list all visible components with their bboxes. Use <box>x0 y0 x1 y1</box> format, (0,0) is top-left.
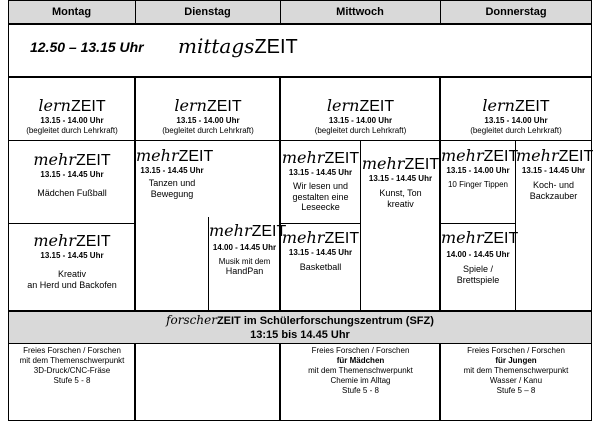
mehrzeit-prefix: mehr <box>281 148 325 167</box>
forschen-wednesday <box>281 346 440 396</box>
activity-time: 13.15 - 14.45 Uhr <box>140 166 204 176</box>
activity-title-2: kreativ <box>387 198 414 209</box>
activity-mo-kreativ <box>9 231 135 290</box>
forschen-line: mit dem Themenschwerpunkt <box>463 366 569 375</box>
activity-title: Musik mit dem <box>218 256 271 266</box>
forschen-line: 3D-Druck/CNC-Fräse <box>33 366 111 375</box>
mehrzeit-word: ZEIT <box>404 156 440 173</box>
mehrzeit-word: ZEIT <box>251 223 287 240</box>
activity-time: 13.15 - 14.45 Uhr <box>40 170 104 180</box>
mehrzeit-prefix: mehr <box>209 221 252 240</box>
activity-title-2: an Herd und Backofen <box>27 279 117 290</box>
lernzeit-note: (begleitet durch Lehrkraft) <box>314 125 407 135</box>
day-header-wednesday: Mittwoch <box>280 0 440 24</box>
activity-mo-fussball <box>9 150 135 199</box>
activity-mi-lesen <box>281 148 360 213</box>
lernzeit-word: ZEIT <box>514 98 550 115</box>
grid-line <box>280 223 360 224</box>
grid-line <box>280 0 281 24</box>
day-header-monday: Montag <box>8 0 135 24</box>
mehrzeit-word: ZEIT <box>483 230 519 247</box>
activity-di-tanzen <box>136 146 214 199</box>
mehrzeit-word: ZEIT <box>178 148 214 165</box>
grid-line <box>8 223 135 224</box>
mehrzeit-word: ZEIT <box>324 150 360 167</box>
grid-line <box>8 0 592 1</box>
activity-title-2: Bewegung <box>150 188 194 199</box>
lernzeit-prefix: lern <box>174 96 207 115</box>
mittagszeit-title <box>178 34 318 59</box>
lernzeit-note: (begleitet durch Lehrkraft) <box>26 125 118 135</box>
activity-title-2: HandPan <box>225 266 264 277</box>
forschen-thursday <box>441 346 591 396</box>
activity-title-2: Backzauber <box>529 190 578 201</box>
activity-title: Kunst, Ton <box>379 187 422 198</box>
mehrzeit-prefix: mehr <box>361 154 405 173</box>
mehrzeit-prefix: mehr <box>516 146 559 165</box>
activity-title-2: Brettspiele <box>456 274 500 285</box>
lernzeit-time: 13.15 - 14.00 Uhr <box>40 116 104 126</box>
activity-time: 14.00 - 14.45 Uhr <box>446 250 510 260</box>
activity-time: 14.00 - 14.45 Uhr <box>212 243 277 253</box>
lernzeit-note: (begleitet durch Lehrkraft) <box>470 125 562 135</box>
forschen-line: Wasser / Kanu <box>489 376 543 385</box>
forschen-line: Freies Forschen / Forschen <box>23 346 121 355</box>
grid-line <box>440 140 592 141</box>
lernzeit-prefix: lern <box>326 96 360 115</box>
activity-title: 10 Finger Tippen <box>447 179 509 189</box>
lernzeit-note: (begleitet durch Lehrkraft) <box>162 125 254 135</box>
lernzeit-word: ZEIT <box>70 98 106 115</box>
mehrzeit-word: ZEIT <box>324 230 360 247</box>
activity-mi-basketball <box>281 228 360 273</box>
sfz-title-text: ZEIT im Schülerforschungszentrum (SFZ) <box>216 315 434 327</box>
grid-line <box>8 420 592 421</box>
lernzeit-word: ZEIT <box>359 98 395 115</box>
mehrzeit-prefix: mehr <box>33 150 76 169</box>
grid-line <box>8 23 592 25</box>
grid-line <box>8 140 135 141</box>
forschen-line: Freies Forschen / Forschen <box>467 346 565 355</box>
activity-time: 13.15 - 14.45 Uhr <box>40 251 104 261</box>
mehrzeit-word: ZEIT <box>75 152 111 169</box>
forschen-line: mit dem Themenschwerpunkt <box>308 366 413 375</box>
activity-time: 13.15 - 14.45 Uhr <box>288 168 353 178</box>
mehrzeit-word: ZEIT <box>75 233 111 250</box>
lernzeit-prefix: lern <box>38 96 71 115</box>
grid-line <box>440 0 441 24</box>
activity-do-spiele <box>441 228 519 285</box>
mehrzeit-prefix: mehr <box>33 231 76 250</box>
grid-line <box>135 0 136 24</box>
mehrzeit-prefix: mehr <box>281 228 325 247</box>
grid-line <box>591 0 592 421</box>
activity-title: Kreativ <box>57 268 86 279</box>
mittagszeit-prefix: mittags <box>178 34 255 58</box>
forschen-monday <box>9 346 135 386</box>
day-header-thursday: Donnerstag <box>440 0 592 24</box>
mehrzeit-word: ZEIT <box>558 148 594 165</box>
activity-title: Koch- und <box>532 179 575 190</box>
forschen-line: Stufe 5 – 8 <box>496 386 536 395</box>
activity-time: 13.15 - 14.45 Uhr <box>368 174 433 184</box>
mittag-time: 12.50 – 13.15 Uhr <box>30 39 144 55</box>
activity-do-koch <box>516 146 594 201</box>
forschen-target: für Mädchen <box>336 356 385 365</box>
lernzeit-word: ZEIT <box>206 98 242 115</box>
grid-line <box>8 76 592 78</box>
grid-line <box>8 343 592 344</box>
forschen-target: für Jungen <box>495 356 537 365</box>
grid-line <box>8 310 592 312</box>
lernzeit-tuesday <box>136 96 280 135</box>
activity-do-tippen <box>441 146 519 189</box>
lernzeit-time: 13.15 - 14.00 Uhr <box>176 116 240 126</box>
activity-time: 13.15 - 14.45 Uhr <box>288 248 353 258</box>
forschen-line: Chemie im Alltag <box>330 376 391 385</box>
day-header-tuesday: Dienstag <box>135 0 280 24</box>
activity-title: Tanzen und <box>148 177 196 188</box>
lernzeit-time: 13.15 - 14.00 Uhr <box>328 116 393 126</box>
activity-di-handpan <box>209 221 287 277</box>
activity-title: Mädchen Fußball <box>37 187 107 198</box>
lernzeit-prefix: lern <box>482 96 515 115</box>
mehrzeit-prefix: mehr <box>441 228 484 247</box>
lernzeit-monday <box>9 96 135 135</box>
forschen-line: Stufe 5 - 8 <box>53 376 91 385</box>
activity-title: Spiele / <box>462 263 494 274</box>
grid-line <box>135 140 280 141</box>
activity-title-3: Leseecke <box>301 202 340 213</box>
forschen-line: mit dem Themenschwerpunkt <box>19 356 125 365</box>
activity-time: 13.15 - 14.00 Uhr <box>446 166 510 176</box>
activity-title: Basketball <box>299 261 342 272</box>
sfz-title <box>8 313 592 328</box>
forschen-line: Freies Forschen / Forschen <box>311 346 410 355</box>
lernzeit-time: 13.15 - 14.00 Uhr <box>484 116 548 126</box>
sfz-prefix: forscher <box>166 313 217 327</box>
lernzeit-wednesday <box>281 96 440 135</box>
mehrzeit-prefix: mehr <box>136 146 179 165</box>
activity-mi-kunst <box>361 154 440 209</box>
mehrzeit-prefix: mehr <box>441 146 484 165</box>
lernzeit-thursday <box>441 96 591 135</box>
forschen-line: Stufe 5 - 8 <box>342 386 379 395</box>
grid-line <box>440 223 516 224</box>
activity-title: Wir lesen und <box>292 180 349 191</box>
activity-time: 13.15 - 14.45 Uhr <box>521 166 586 176</box>
mittagszeit-word: ZEIT <box>254 36 298 58</box>
activity-title-2: gestalten eine <box>292 191 349 202</box>
mehrzeit-word: ZEIT <box>483 148 519 165</box>
sfz-time: 13:15 bis 14.45 Uhr <box>250 329 350 341</box>
